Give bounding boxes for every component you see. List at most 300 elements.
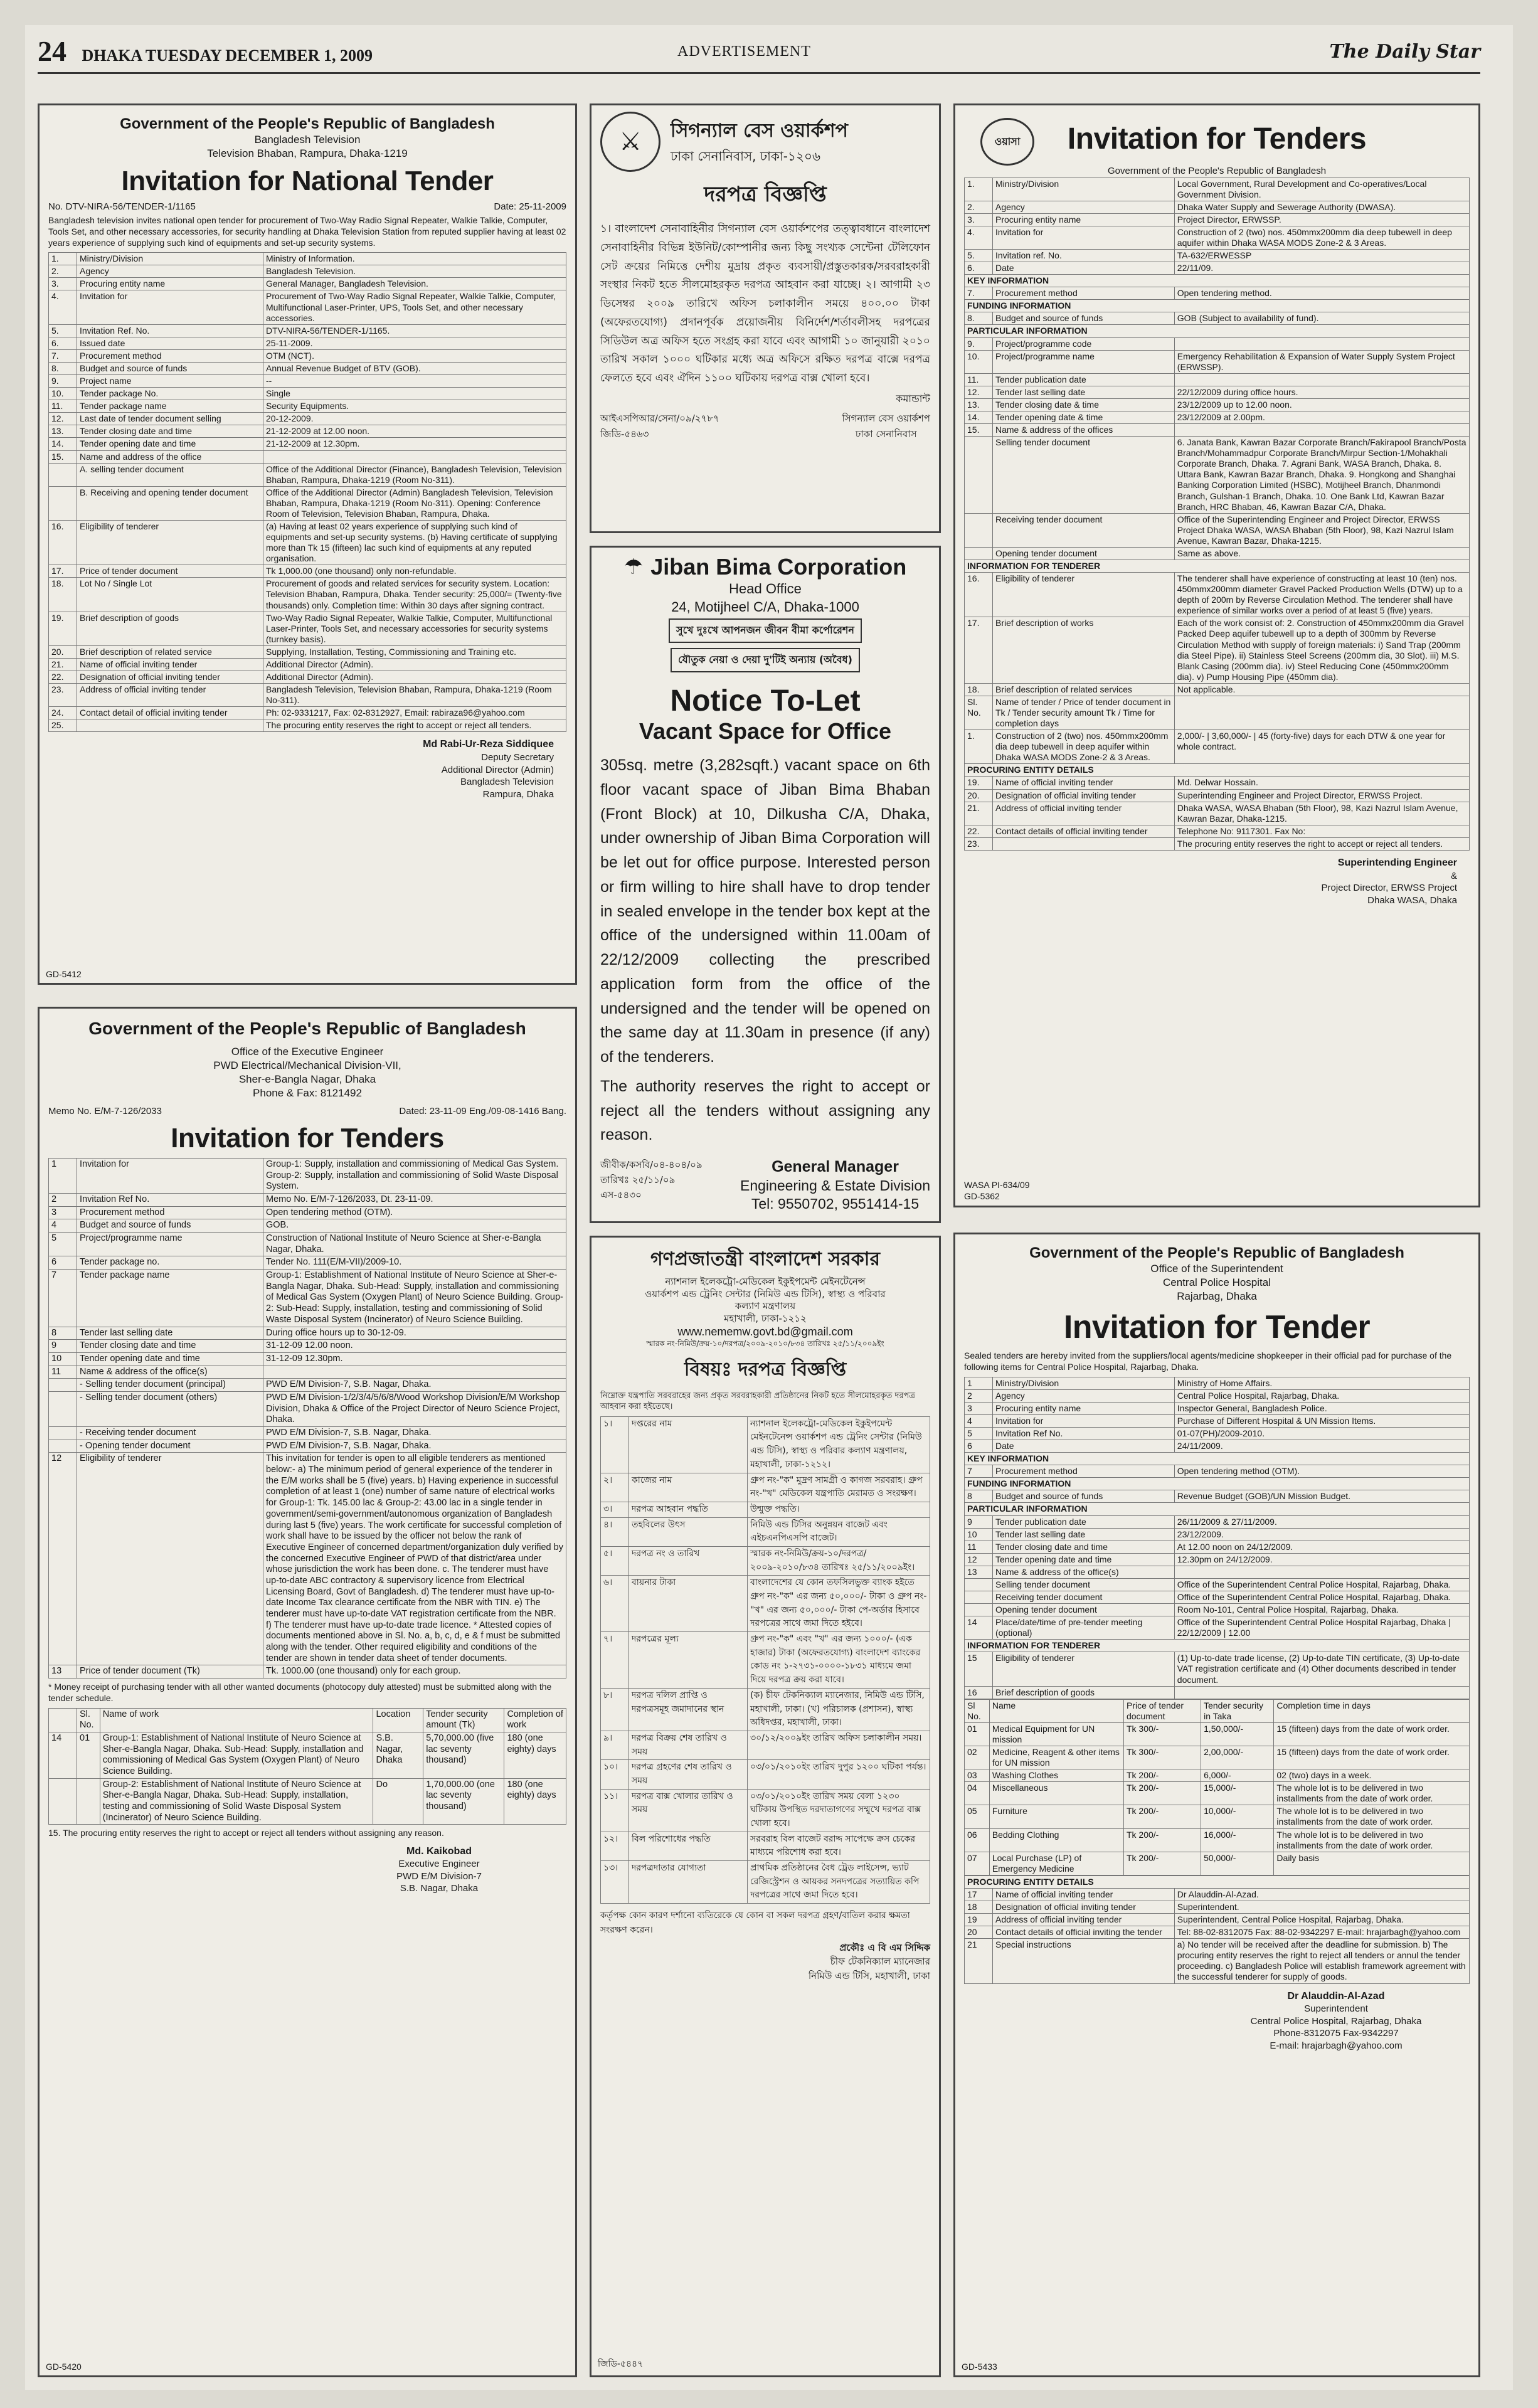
row-value: Superintendent, Central Police Hospital, Rajarbag, Dhaka. (1174, 1914, 1469, 1926)
row-value: Tel: 88-02-8312075 Fax: 88-02-9342297 E-mail: hrajarbagh@yahoo.com (1174, 1926, 1469, 1939)
row-number: 5. (49, 324, 77, 337)
page-number: 24 (38, 35, 66, 67)
section-heading: KEY INFORMATION (965, 1453, 1470, 1465)
row-number: 2. (49, 265, 77, 278)
row-value: PWD E/M Division-7, S.B. Nagar, Dhaka. (263, 1440, 566, 1453)
pwd-sign-title: Executive Engineer (398, 1859, 480, 1870)
row-value: 20-12-2009. (263, 413, 566, 425)
row-number: 2 (965, 1389, 993, 1402)
row-label: Designation of official inviting tender (993, 1901, 1175, 1914)
paper-name: The Daily Star (1329, 41, 1480, 63)
pwd-lot-h3: Tender security amount (Tk) (423, 1708, 504, 1732)
row-label: Eligibility of tenderer (993, 1652, 1175, 1686)
row-value: Office of the Superintendent Central Police Hospital, Rajarbag, Dhaka. (1174, 1578, 1469, 1591)
security-amount: 1,70,000.00 (one lac seventy thousand) (423, 1778, 504, 1825)
row-label: - Selling tender document (others) (77, 1391, 263, 1426)
row-number: ৯। (601, 1731, 629, 1759)
row-label: দরপত্রদাতার যোগ্যতা (629, 1861, 748, 1904)
table-row (49, 1440, 566, 1453)
row-value: ০৩/০১/২০১০ইং তারিখ দুপুর ১২০০ ঘটিকা পর্যন্ত। (748, 1760, 930, 1789)
row-value: Not applicable. (1174, 683, 1469, 696)
row-number: 6. (965, 262, 993, 275)
table-row (49, 719, 566, 732)
table-row (49, 1665, 566, 1679)
nememw-sign1: প্রকৌঃ এ বি এম সিদ্দিক (839, 1941, 930, 1953)
police-goods-header (965, 1699, 1470, 1722)
row-value: 31-12-09 12.30pm. (263, 1352, 566, 1366)
row-value: (ক) চীফ টেকনিক্যাল ম্যানেজার, নিমিউ এন্ড টিসি, মহাখালী, ঢাকা। (খ) পরিচালক (প্রশাসন), স্বাস্থ্য অধিদপ্তর, মহাখালী, ঢাকা। (748, 1688, 930, 1731)
row-label: Tender package name (77, 1270, 263, 1327)
table-row (49, 362, 566, 374)
row-value: 23/12/2009. (1174, 1528, 1469, 1541)
row-number: 17. (49, 565, 77, 578)
btv-sign-org: Bangladesh Television (460, 777, 554, 788)
table-row (965, 201, 1470, 213)
nememw-web: www.nememw.govt.bd@gmail.com (677, 1325, 853, 1338)
row-label: Procurement method (993, 287, 1175, 300)
section-heading: FUNDING INFORMATION (965, 1478, 1470, 1490)
security-amount: 10,000/- (1201, 1805, 1274, 1828)
security-amount: 1,50,000/- (1201, 1722, 1274, 1746)
row-number: 10. (49, 388, 77, 400)
signal-code: জিডি-৫৪৬৩ (600, 428, 649, 440)
row-number: 1 (49, 1158, 77, 1193)
pwd-memo: Memo No. E/M-7-126/2033 (48, 1106, 162, 1117)
table-row (601, 1632, 930, 1689)
signal-ref: আইএসপিআর/সেনা/০৯/২৭৮৭ (600, 412, 719, 424)
table-row (601, 1832, 930, 1860)
row-label: Eligibility of tenderer (77, 520, 263, 565)
row-number: 11 (965, 1541, 993, 1553)
row-value: Security Equipments. (263, 400, 566, 413)
jiban-office: Head Office (729, 581, 802, 597)
row-label: Budget and source of funds (993, 1490, 1175, 1503)
row-value: Revenue Budget (GOB)/UN Mission Budget. (1174, 1490, 1469, 1503)
row-number: 7 (965, 1465, 993, 1478)
security-amount: 50,000/- (1201, 1852, 1274, 1875)
row-number (49, 1379, 77, 1392)
row-number: 11. (965, 373, 993, 386)
row-number: 8 (965, 1490, 993, 1503)
row-value (1174, 1566, 1469, 1578)
row-number: 8. (49, 362, 77, 374)
row-number: 23. (965, 837, 993, 850)
row-label: Brief description of works (993, 617, 1175, 683)
row-label: Eligibility of tenderer (993, 573, 1175, 617)
table-row (965, 373, 1470, 386)
row-number: 24. (49, 707, 77, 719)
row-number: 4 (965, 1414, 993, 1427)
btv-sign-title: Deputy Secretary (481, 752, 554, 763)
police-sign-name: Dr Alauddin-Al-Azad (1287, 1990, 1385, 2002)
row-value: This invitation for tender is open to all eligible tenderers as mentioned below:- a) The minimum period of general experience of the tenderer in the E/M works shall be 5 (five) years. b) Having experience in successful completion of at least 1 (one) number of same nature of electrical works for Group-1: Tk. 145.00 lac & Group-2: 43.00 lac in a single tender in government/semi-government/autonomous organization of Bangladesh during last 5 (five) years. The work certificate for successful completion of work shall have to be issued by the officer not below the rank of Executive Engineer of concerned department/organization duly verified by the concerned Executive Engineer of PWD of that district/area under whose jurisdiction the work has been done. c. The tenderer must have up-to-date ABC contractory & supervisory licence from Electrical Licensing Board, Govt of Bangladesh. d) The tenderer must have up-to-date Income Tax clearance certificate from the NBR with TIN. e) The tenderer must have up-to-date VAT registration certificate from the NBR. f) The tenderer must have up-to-date trade licence. * Attested copies of documents mentioned above in Sl. No. a, b, c, d, e & f must be submitted along with the tender. Other required eligibility and conditions of the tender are shown in tender data sheet of tender documents. (263, 1453, 566, 1665)
row-value: OTM (NCT). (263, 349, 566, 362)
row-number: 8 (49, 1327, 77, 1340)
nememw-gov: গণপ্রজাতন্ত্রী বাংলাদেশ সরকার (650, 1248, 880, 1270)
row-value: PWD E/M Division-7, S.B. Nagar, Dhaka. (263, 1427, 566, 1440)
table-row (965, 1901, 1470, 1914)
table-row (965, 1640, 1470, 1652)
row-value: Dhaka WASA, WASA Bhaban (5th Floor), 98, Kazi Nazrul Islam Avenue, Kawran Bazar, Dhaka-1215. (1174, 802, 1469, 825)
row-label: দরপত্র দলিল প্রাপ্তি ও দরপত্রসমূহ জমাদানের স্থান (629, 1688, 748, 1731)
table-row (49, 1379, 566, 1392)
sl-no: 04 (965, 1782, 990, 1805)
table-row (601, 1688, 930, 1731)
table-row (965, 825, 1470, 837)
row-value: Local Government, Rural Development and Co-operatives/Local Government Division. (1174, 178, 1469, 201)
section-heading: FUNDING INFORMATION (965, 300, 1470, 312)
table-row (49, 253, 566, 265)
pwd-org2: PWD Electrical/Mechanical Division-VII, (213, 1059, 401, 1072)
wasa-logo-icon: ওয়াসা (980, 118, 1034, 166)
table-row (965, 262, 1470, 275)
row-value: Office of the Superintending Engineer and Project Director, ERWSS Project Dhaka WASA, WASA Bhaban (5th Floor), 98, Kazi Nazrul Islam Avenue, Kawran Bazar, Dhaka-1215. (1174, 513, 1469, 547)
completion-time: 15 (fifteen) days from the date of work order. (1274, 1746, 1470, 1769)
row-number: 5. (965, 249, 993, 262)
row-label: Tender publication date (993, 1515, 1175, 1528)
police-table-2 (964, 1875, 1470, 1984)
completion-time: Daily basis (1274, 1852, 1470, 1875)
row-number: 5 (965, 1427, 993, 1440)
nememw-org2: ওয়ার্কশপ এন্ড ট্রেনিং সেন্টার (নিমিউ এন্ড টিসি), স্বাস্থ্য ও পরিবার (645, 1288, 886, 1300)
wasa-gov: Government of the People's Republic of Bangladesh (1107, 166, 1327, 176)
row-number: 11. (49, 400, 77, 413)
document-price: Tk 200/- (1123, 1828, 1201, 1852)
section-heading: INFORMATION FOR TENDERER (965, 1640, 1470, 1652)
row-label: Contact details of official inviting tender (993, 825, 1175, 837)
police-table (964, 1377, 1470, 1699)
row-label: Invitation Ref. No. (77, 324, 263, 337)
row-label: Procurement method (77, 349, 263, 362)
jiban-address: 24, Motijheel C/A, Dhaka-1000 (671, 598, 859, 615)
row-label: Procurement method (77, 1206, 263, 1219)
row-number: 14 (49, 1732, 77, 1778)
police-goods-table (964, 1699, 1470, 1875)
table-row (965, 1453, 1470, 1465)
row-number: 6 (965, 1440, 993, 1453)
row-label: Place/date/time of pre-tender meeting (optional) (993, 1616, 1175, 1640)
jiban-notice: Notice To-Let (670, 684, 861, 718)
row-number: ১২। (601, 1832, 629, 1860)
row-value: Central Police Hospital, Rajarbag, Dhaka. (1174, 1389, 1469, 1402)
row-label: Brief description of goods (993, 1686, 1175, 1699)
row-value: GOB. (263, 1219, 566, 1233)
row-label: Tender package name (77, 400, 263, 413)
table-row (601, 1502, 930, 1517)
row-number: 16 (965, 1686, 993, 1699)
wasa-code1: WASA PI-634/09 (964, 1179, 1030, 1190)
table-row (965, 1515, 1470, 1528)
jiban-vacant: Vacant Space for Office (639, 718, 892, 745)
table-row (965, 249, 1470, 262)
table-row (49, 671, 566, 683)
row-label: Designation of official inviting tender (993, 789, 1175, 802)
table-row (49, 520, 566, 565)
nememw-table (600, 1416, 930, 1904)
row-number: 9. (49, 375, 77, 388)
row-value: 21-12-2009 at 12.00 noon. (263, 425, 566, 438)
row-number (49, 1391, 77, 1426)
row-value: 26/11/2009 & 27/11/2009. (1174, 1515, 1469, 1528)
table-row (49, 349, 566, 362)
row-value: Superintending Engineer and Project Director, ERWSS Project. (1174, 789, 1469, 802)
row-label: Price of tender document (77, 565, 263, 578)
jiban-sign-title: General Manager (772, 1158, 899, 1176)
row-number (965, 1591, 993, 1603)
table-row (965, 1604, 1470, 1616)
row-value: Procurement of goods and related services for security system. Location: Television Bhaban, Rampura, Dhaka. Tender security: 25,000/= (Twenty-five thousands) only. Completion time: Within 30 days after signing contract. (263, 578, 566, 612)
nememw-org4: মহাখালী, ঢাকা-১২১২ (724, 1312, 807, 1324)
row-label: Budget and source of funds (77, 1219, 263, 1233)
row-label: Tender last selling date (993, 386, 1175, 398)
row-label: Date (993, 262, 1175, 275)
row-label: Procuring entity name (993, 1402, 1175, 1414)
row-number: 18. (49, 578, 77, 612)
row-value: Office of the Superintendent Central Police Hospital, Rajarbag, Dhaka. (1174, 1591, 1469, 1603)
table-row (49, 1453, 566, 1665)
row-value: গ্রুপ নং-"ক" এবং "খ" এর জন্য ১০০০/- (এক হাজার) টাকা (অফেরতযোগ্য) বাংলাদেশ ব্যাংকের কোড নং ১-২৭৩১-০০০০-১৮৩১ মাধ্যমে জমা দিয়ে দরপত্র ক্রয় করা যাবে। (748, 1632, 930, 1689)
wasa-sign3: Project Director, ERWSS Project (1321, 883, 1457, 894)
row-value: 23/12/2009 at 2.00pm. (1174, 411, 1469, 423)
table-row (49, 1391, 566, 1426)
row-label: Invitation for (77, 290, 263, 324)
row-number: 19. (965, 777, 993, 789)
wasa-signature (964, 857, 1457, 906)
row-label: Ministry/Division (993, 178, 1175, 201)
row-number (965, 513, 993, 547)
wasa-sign4: Dhaka WASA, Dhaka (1367, 894, 1457, 906)
work-name: Group-1: Establishment of National Institute of Neuro Science at Sher-e-Bangla Nagar, Dhaka. Sub-Head: Supply, installation and commissioning of Medical Gas System (Oxygen Plant) of Neuro Science Building. (100, 1732, 373, 1778)
row-value: Two-Way Radio Signal Repeater, Walkie Talkie, Computer, Multifunctional Laser-Printer, Tools Set, and necessary accessories for security systems (turnkey basis). (263, 612, 566, 645)
police-sign-email: E-mail: hrajarbagh@yahoo.com (1270, 2040, 1403, 2051)
wasa-tender-ad (953, 103, 1480, 1207)
row-label: Opening tender document (993, 547, 1175, 560)
btv-org2: Television Bhaban, Rampura, Dhaka-1219 (207, 147, 408, 160)
police-signature (1202, 1990, 1470, 2052)
row-value: Superintendent. (1174, 1901, 1469, 1914)
row-value: Dr Alauddin-Al-Azad. (1174, 1888, 1469, 1901)
table-row (965, 1939, 1470, 1983)
police-org3: Rajarbag, Dhaka (1177, 1290, 1257, 1303)
row-value (1174, 424, 1469, 437)
row-value: 31-12-09 12.00 noon. (263, 1340, 566, 1353)
row-number: 12. (49, 413, 77, 425)
row-number: 7 (49, 1270, 77, 1327)
security-amount: 15,000/- (1201, 1782, 1274, 1805)
sl-no: 01 (965, 1722, 990, 1746)
row-value: Ph: 02-9331217, Fax: 02-8312927, Email: rabiraza96@yahoo.com (263, 707, 566, 719)
section-heading: PARTICULAR INFORMATION (965, 325, 1470, 337)
document-price: Tk 200/- (1123, 1805, 1201, 1828)
row-value: DTV-NIRA-56/TENDER-1/1165. (263, 324, 566, 337)
row-label: - Selling tender document (principal) (77, 1379, 263, 1392)
row-label: Agency (993, 1389, 1175, 1402)
location: S.B. Nagar, Dhaka (373, 1732, 423, 1778)
signal-signer: সিগন্যাল বেস ওয়ার্কশপ (842, 412, 930, 424)
signal-sub: ঢাকা সেনানিবাস, ঢাকা-১২০৬ (671, 149, 820, 164)
table-row (965, 398, 1470, 411)
row-value: Inspector General, Bangladesh Police. (1174, 1402, 1469, 1414)
police-org2: Central Police Hospital (1163, 1276, 1271, 1289)
row-label: Invitation for (993, 226, 1175, 249)
row-value: 12.30pm on 24/12/2009. (1174, 1553, 1469, 1566)
row-value (1174, 373, 1469, 386)
pwd-lot-h0: Sl. No. (77, 1708, 100, 1732)
table-row (965, 411, 1470, 423)
row-number: ১৩। (601, 1861, 629, 1904)
table-row (601, 1576, 930, 1632)
row-value: Office of the Superintendent Central Police Hospital Rajarbag, Dhaka | 22/12/2009 | 12.00 (1174, 1616, 1469, 1640)
police-code: GD-5433 (962, 2362, 997, 2372)
row-number: 17. (965, 617, 993, 683)
table-row (49, 265, 566, 278)
row-value: (a) Having at least 02 years experience of supplying such kind of equipments and set-up security systems. (b) Having certificate of supplying more than Tk 15 (fifteen) lac such kind of equipments at any reputed organisation. (263, 520, 566, 565)
sl-no: 05 (965, 1805, 990, 1828)
row-number: 1 (965, 1377, 993, 1389)
paper-date: DHAKA TUESDAY DECEMBER 1, 2009 (82, 46, 373, 65)
btv-sign-title2: Additional Director (Admin) (441, 764, 554, 775)
row-label: Invitation for (993, 1414, 1175, 1427)
row-number: 2. (965, 201, 993, 213)
row-number: ১০। (601, 1760, 629, 1789)
row-label: Tender closing date & time (993, 398, 1175, 411)
table-row (601, 1517, 930, 1546)
row-value: 2,000/- | 3,60,000/- | 45 (forty-five) days for each DTW & one year for whole contract. (1174, 730, 1469, 764)
table-row (965, 1852, 1470, 1875)
completion: 180 (one eighty) days (504, 1778, 566, 1825)
row-number: 20. (49, 645, 77, 658)
row-value: Additional Director (Admin). (263, 658, 566, 671)
row-number: ৫। (601, 1546, 629, 1575)
row-number: 3 (965, 1402, 993, 1414)
table-row (965, 300, 1470, 312)
table-row (965, 213, 1470, 226)
row-number: 3. (49, 278, 77, 290)
row-label: Opening tender document (993, 1604, 1175, 1616)
row-label: Eligibility of tenderer (77, 1453, 263, 1665)
jiban-ref: জীবীক/কসবি/০৪-৪০৪/০৯ (600, 1159, 703, 1171)
police-gov: Government of the People's Republic of Bangladesh (1029, 1244, 1404, 1261)
jiban-date: তারিখঃ ২৫/১১/০৯ (600, 1174, 676, 1186)
row-number: 7. (49, 349, 77, 362)
row-number: 10. (965, 350, 993, 373)
table-row (49, 1233, 566, 1256)
row-label: Brief description of related service (77, 645, 263, 658)
pwd-org1: Office of the Executive Engineer (231, 1046, 384, 1058)
police-goods-h0: Sl No. (965, 1699, 990, 1722)
row-label: বায়নার টাকা (629, 1576, 748, 1632)
table-row (965, 1782, 1470, 1805)
item-name: Washing Clothes (989, 1769, 1123, 1782)
document-price: Tk 200/- (1123, 1852, 1201, 1875)
signal-signer2: ঢাকা সেনানিবাস (855, 428, 917, 440)
row-label: তহবিলের উৎস (629, 1517, 748, 1546)
row-value: Additional Director (Admin). (263, 671, 566, 683)
row-value: 22/12/2009 during office hours. (1174, 386, 1469, 398)
completion-time: The whole lot is to be delivered in two installments from the date of work order. (1274, 1805, 1470, 1828)
pwd-title: Invitation for Tenders (171, 1122, 444, 1154)
table-row (49, 578, 566, 612)
row-number: 13 (965, 1566, 993, 1578)
row-value: At 12.00 noon on 24/12/2009. (1174, 1541, 1469, 1553)
table-row (965, 1490, 1470, 1503)
table-row (965, 1926, 1470, 1939)
row-label (77, 719, 263, 732)
section-heading: PROCURING ENTITY DETAILS (965, 764, 1470, 777)
signal-header (600, 112, 930, 172)
row-number: ৮। (601, 1688, 629, 1731)
table-row (965, 1402, 1470, 1414)
row-number: 21. (49, 658, 77, 671)
table-row (965, 1616, 1470, 1640)
table-row (49, 645, 566, 658)
work-name: Group-2: Establishment of National Institute of Neuro Science at Sher-e-Bangla Nagar, Dhaka. Sub-Head: Supply, installation, testing and commissioning of Solid Waste Disposal System (Incinerator) of Neuro Science Building. (100, 1778, 373, 1825)
row-value: ০৩/০১/২০১০ইং তারিখ সময় বেলা ১২৩০ ঘটিকায় উপস্থিত দরদাতাগণের সম্মুখে দরপত্র বাক্স খোলা হবে। (748, 1789, 930, 1832)
row-value: ন্যাশনাল ইলেকট্রো-মেডিকেল ইকুইপমেন্ট মেইনটেনেন্স ওয়ার্কশপ এন্ড ট্রেনিং সেন্টার (নিমিউ এন্ড টিসি), স্বাস্থ্য ও পরিবার কল্যাণ মন্ত্রণালয়, মহাখালী, ঢাকা-১২১২। (748, 1416, 930, 1473)
row-value: উন্মুক্ত পদ্ধতি। (748, 1502, 930, 1517)
police-goods-h1: Name (989, 1699, 1123, 1722)
row-value: Procurement of Two-Way Radio Signal Repeater, Walkie Talkie, Computer, Multifunctional Laser-Printer, UPS, Tools Set, and other necessary accessories. (263, 290, 566, 324)
police-sign-phone: Phone-8312075 Fax-9342297 (1273, 2028, 1399, 2039)
row-number: ৬। (601, 1576, 629, 1632)
row-number: 7. (965, 287, 993, 300)
btv-code: GD-5412 (46, 969, 82, 979)
row-value: TA-632/ERWESSP (1174, 249, 1469, 262)
table-row (965, 1686, 1470, 1699)
table-row (965, 312, 1470, 325)
row-value: Office of the Additional Director (Finance), Bangladesh Television, Television Bhaban, Rampura, Dhaka-1219 (Room No-311). (263, 463, 566, 486)
table-row (965, 789, 1470, 802)
pwd-date: Dated: 23-11-09 Eng./09-08-1416 Bang. (399, 1106, 566, 1117)
row-label: Invitation Ref No. (77, 1193, 263, 1206)
row-number: 4. (49, 290, 77, 324)
row-value: ৩০/১২/২০০৯ইং তারিখ অফিস চলাকালীন সময়। (748, 1731, 930, 1759)
table-row (965, 560, 1470, 573)
row-value: PWD E/M Division-1/2/3/4/5/6/8/Wood Workshop Division/E/M Workshop Division, Dhaka & Office of the Project Director of Neuro Science Project, Dhaka. (263, 1391, 566, 1426)
row-label: দরপত্র বাক্স খোলার তারিখ ও সময় (629, 1789, 748, 1832)
table-row (49, 400, 566, 413)
row-value: Single (263, 388, 566, 400)
row-value: Tk 1,000.00 (one thousand) only non-refundable. (263, 565, 566, 578)
nememw-code: জিডি-৫৪৪৭ (598, 2359, 644, 2369)
table-row (49, 1270, 566, 1327)
table-row (965, 777, 1470, 789)
jiban-body: 305sq. metre (3,282sqft.) vacant space on 6th floor vacant space of Jiban Bima Bhaban (Front Block) at 10, Dilkusha C/A, Dhaka, under ownership of Jiban Bima Corporation will be let out for office purpose. Interested person or firm willing to hire shall have to drop tender in sealed envelope in the tender box kept at the office of the undersigned within 11.00am of 22/12/2009 collecting the prescribed application form from the office of the undersigned and the tender will be opened on the same day at 11.30am in presence (if any) of the tenderers. (600, 756, 930, 1066)
table-row (49, 1158, 566, 1193)
pwd-meta (48, 1105, 566, 1118)
police-sign-org: Central Police Hospital, Rajarbag, Dhaka (1250, 2015, 1422, 2027)
row-number: 4 (49, 1219, 77, 1233)
table-row (965, 1566, 1470, 1578)
pwd-org4: Phone & Fax: 8121492 (253, 1087, 362, 1100)
sl-no: 06 (965, 1828, 990, 1852)
table-row (49, 337, 566, 349)
row-value (263, 450, 566, 463)
table-row (49, 278, 566, 290)
table-row (49, 438, 566, 450)
table-row (601, 1546, 930, 1575)
row-value: Same as above. (1174, 547, 1469, 560)
table-row (49, 1219, 566, 1233)
row-value: During office hours up to 30-12-09. (263, 1327, 566, 1340)
row-value: The procuring entity reserves the right to accept or reject all tenders. (1174, 837, 1469, 850)
row-number: 13. (965, 398, 993, 411)
row-label: Selling tender document (993, 437, 1175, 514)
row-label: Contact detail of official inviting tender (77, 707, 263, 719)
pwd-signature (312, 1845, 566, 1895)
row-label: Ministry/Division (993, 1377, 1175, 1389)
row-number (49, 1440, 77, 1453)
